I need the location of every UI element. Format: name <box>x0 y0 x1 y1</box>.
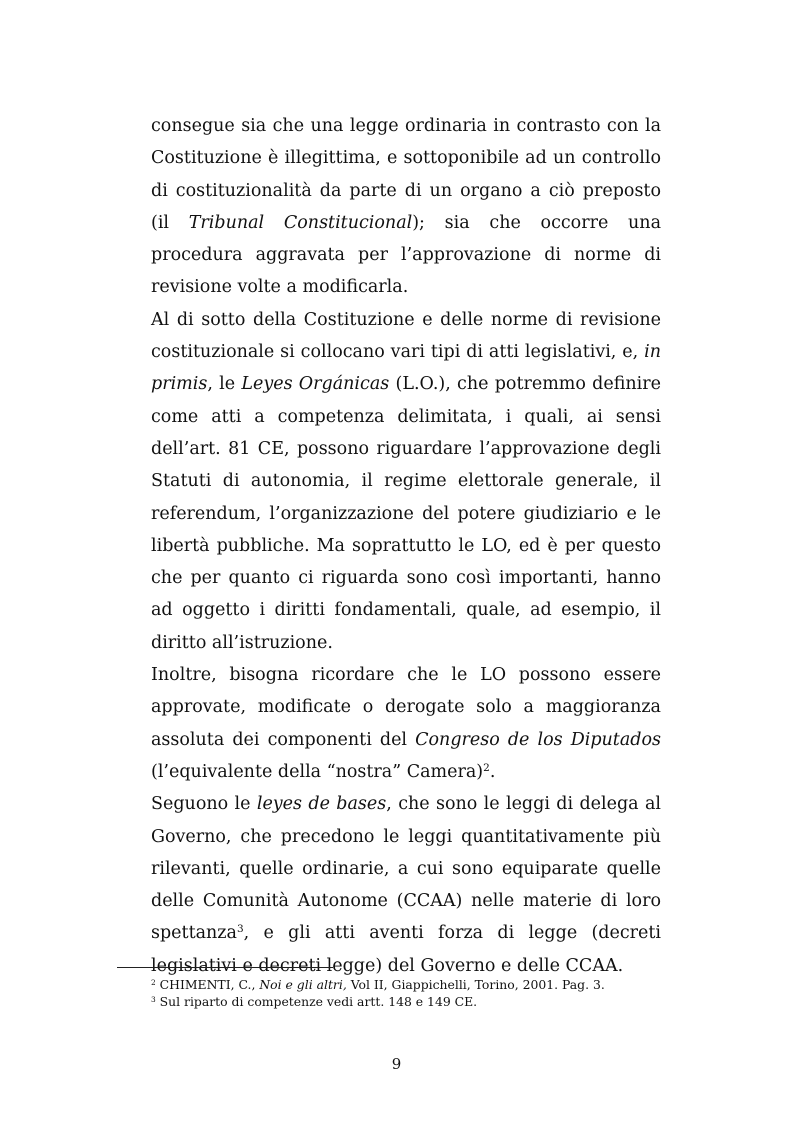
footnote-ref: 3 <box>236 923 244 936</box>
text-run: consegue sia che una legge ordinaria in contrasto con la Costituzione è illegittima, e sottoponibile ad un controllo di costituzionalità da parte di un organo a ciò preposto (il <box>151 116 661 233</box>
page-number: 9 <box>391 1055 402 1073</box>
text-run: Al di sotto della Costituzione e delle norme di revisione costituzionale si collocano vari tipi di atti legislativi, e, <box>151 309 661 363</box>
body-text <box>151 110 661 982</box>
footnote-3 <box>151 993 671 1010</box>
text-run: , che sono le leggi di delega al Governo, che precedono le leggi quantitativamente più rilevanti, quelle ordinarie, a cui sono equiparate quelle delle Comunità Autonome (CCAA) nelle materie di loro spettanza <box>151 794 661 944</box>
text-run: (L.O.), che potremmo definire come atti a competenza delimitata, i quali, ai sensi dell’art. 81 CE, possono riguardare l’approvazione degli Statuti di autonomia, il regime elettorale generale, il referendum, l’organizzazione del potere giudiziario e le libertà pubbliche. Ma soprattutto le LO, ed è per questo che per quanto ci riguarda sono così importanti, hanno ad oggetto i diritti fondamentali, quale, ad esempio, il diritto all’istruzione. <box>151 374 661 653</box>
italic-text: leyes de bases <box>256 794 387 815</box>
footnote-ref: 2 <box>483 762 490 775</box>
footnotes <box>151 976 671 1010</box>
text-run: , e gli atti aventi forza di legge (decreti legislativi e decreti legge) del Governo e delle CCAA. <box>151 923 661 976</box>
text-run: Inoltre, bisogna ricordare che le LO possono essere approvate, modificate o derogate solo a maggioranza assoluta dei componenti del <box>151 665 661 750</box>
footnote-separator <box>117 967 333 968</box>
italic-text: in primis <box>151 342 661 395</box>
italic-text: Congreso de los Diputados <box>415 729 661 750</box>
text-run: ); sia che occorre una procedura aggravata per l’approvazione di norme di revisione volte a modificarla. <box>151 212 661 298</box>
paragraph-3 <box>151 659 661 788</box>
footnote-ref: 3 <box>151 994 156 1004</box>
text-run: Seguono le <box>151 794 257 815</box>
paragraph-2 <box>151 304 661 659</box>
paragraph-1 <box>151 110 661 304</box>
text-run: (l’equivalente della “nostra” Camera) <box>151 761 484 782</box>
text-run: . <box>489 761 496 782</box>
footnote-2 <box>151 976 671 993</box>
text-run: CHIMENTI, C., <box>155 977 260 992</box>
text-run: Vol II, Giappichelli, Torino, 2001. Pag. 3. <box>346 977 605 992</box>
text-run: , le <box>207 374 242 395</box>
paragraph-4 <box>151 788 661 982</box>
italic-text: Leyes Orgánicas <box>241 374 390 395</box>
footnote-ref: 2 <box>151 977 156 987</box>
italic-text: Tribunal Constitucional <box>188 212 413 233</box>
italic-text: Noi e gli altri, <box>259 977 347 992</box>
text-run: Sul riparto di competenze vedi artt. 148 e 149 CE. <box>155 994 478 1009</box>
